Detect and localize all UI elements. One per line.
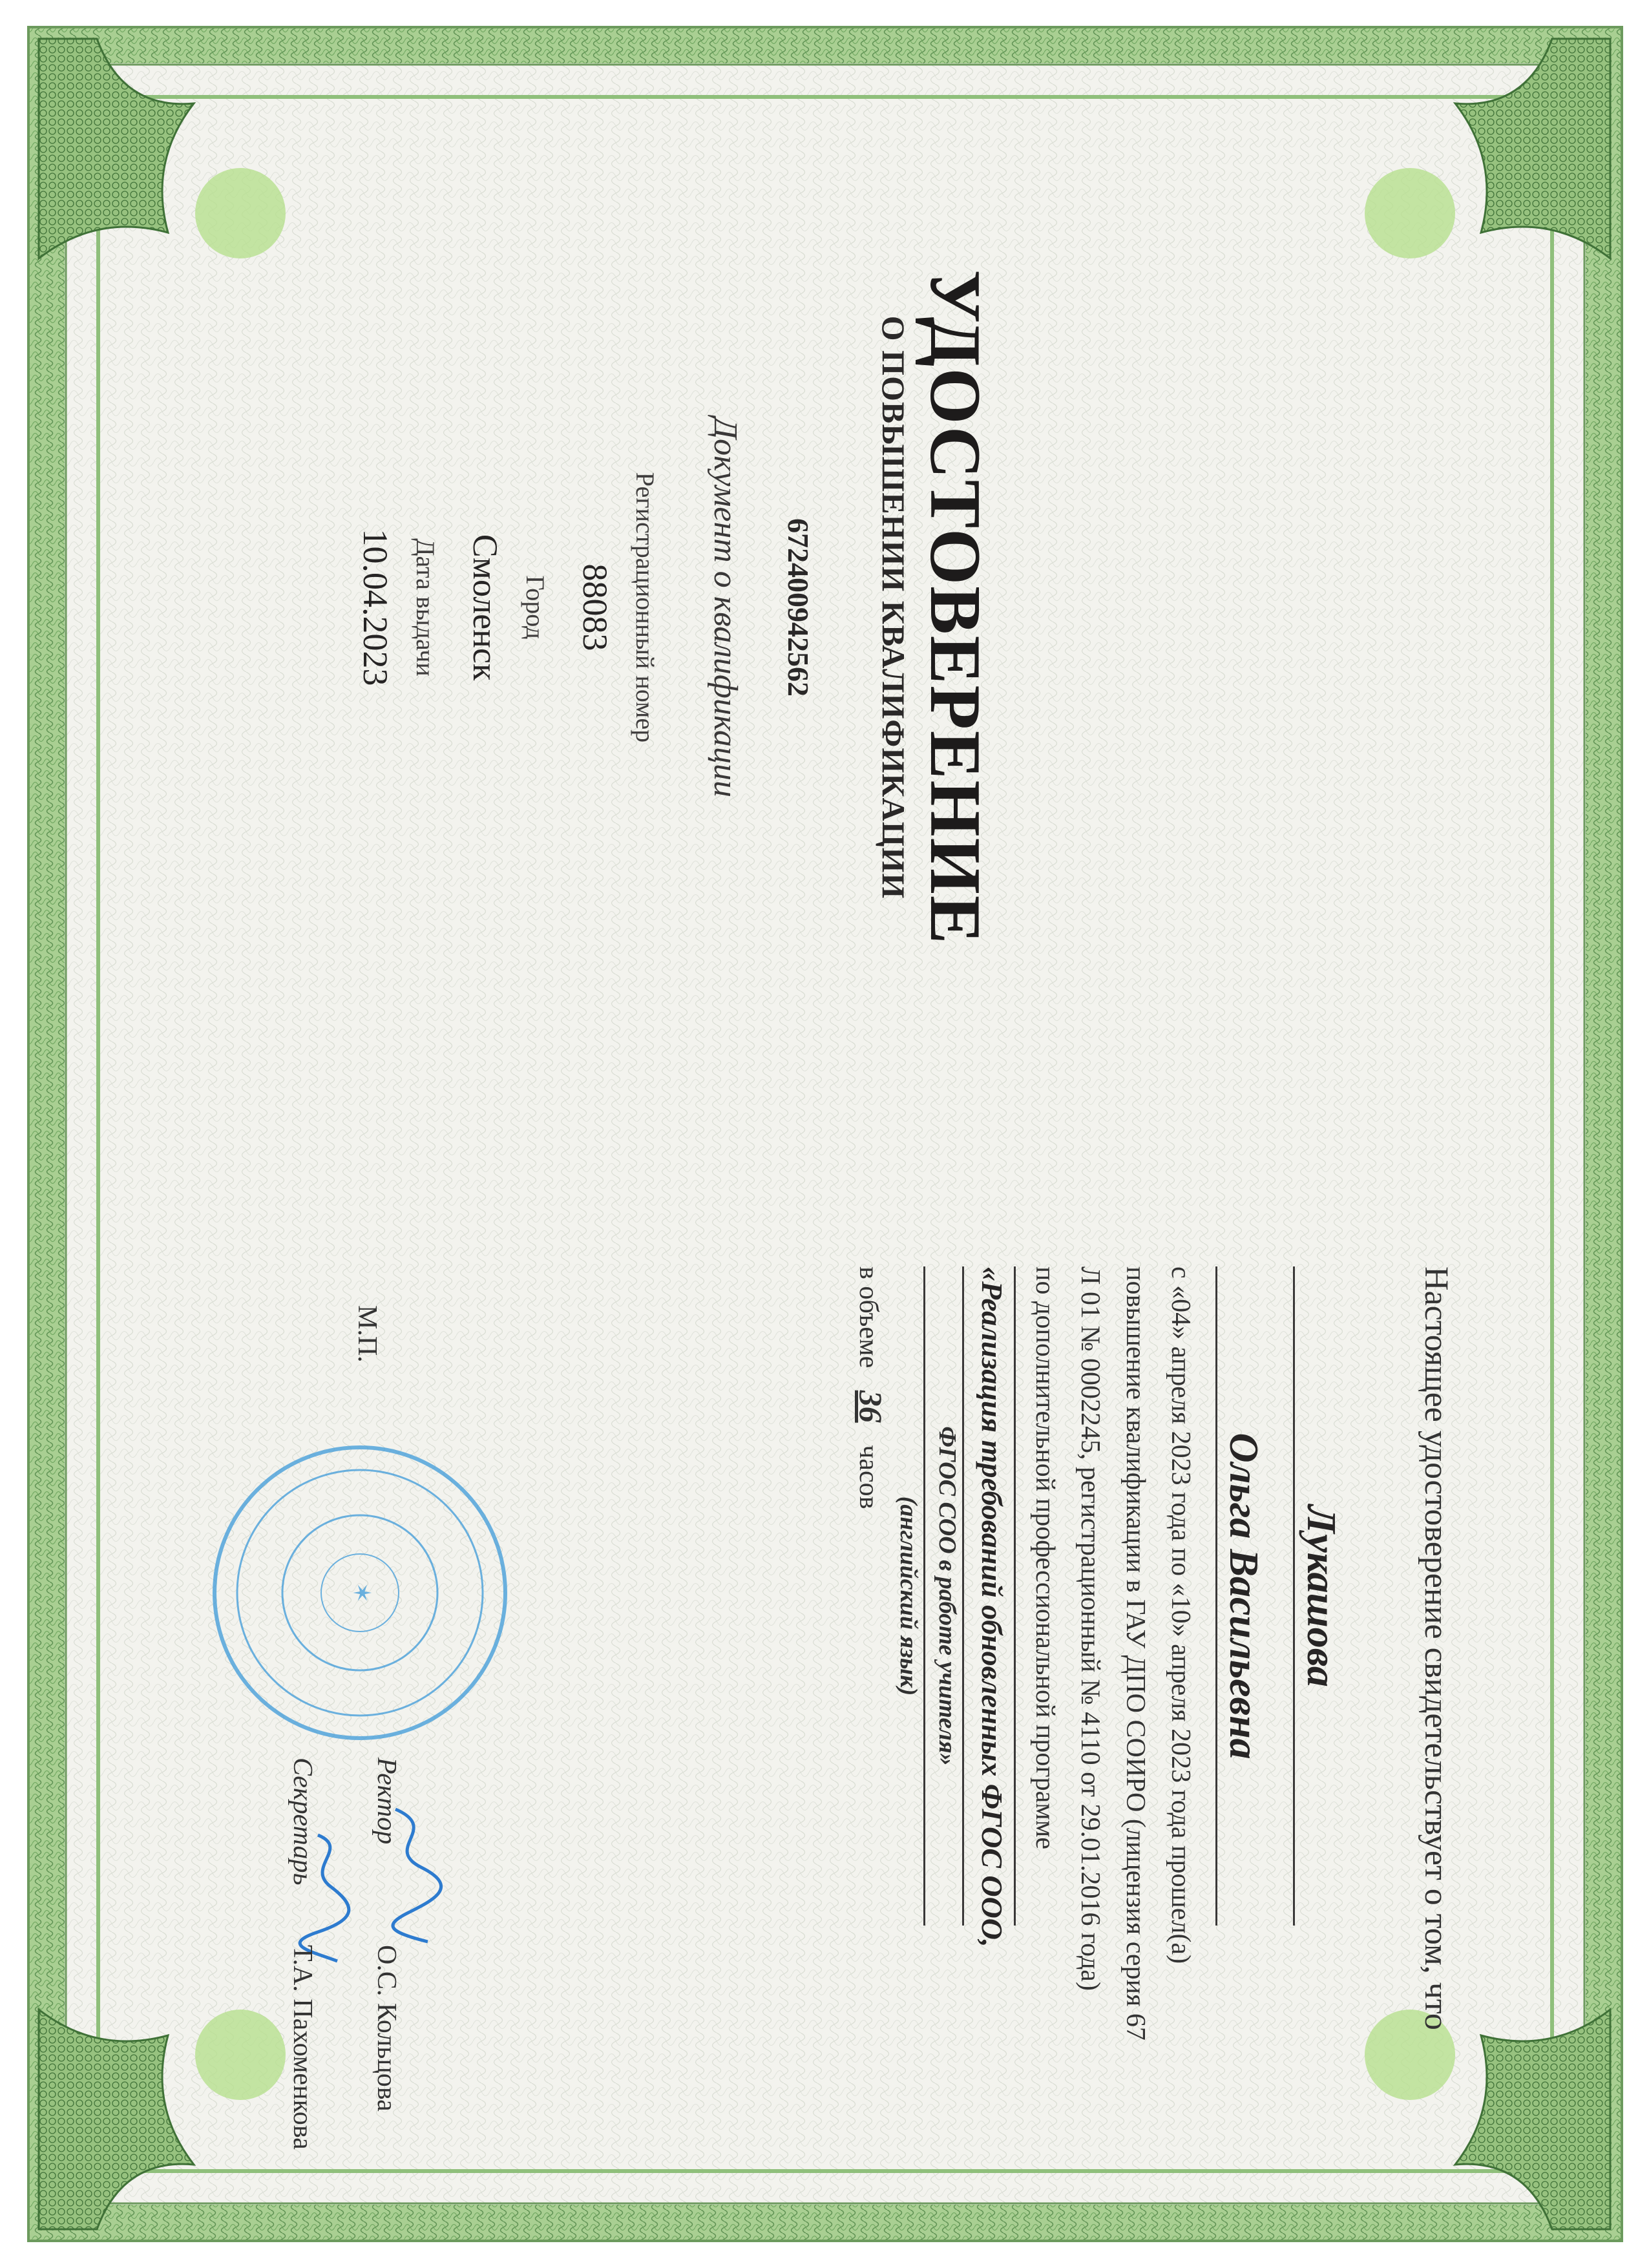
period-line-1: с «04» апреля 2023 года по «10» апреля 2023 года прошел(а) — [1166, 1266, 1195, 1964]
secretary-signature — [292, 1829, 363, 1964]
program-title-line-1: «Реализация требований обновленных ФГОС ООО, — [976, 1266, 1009, 1948]
certificate-title: УДОСТОВЕРЕНИЕ — [915, 269, 995, 945]
certificate-number: 672400942562 — [782, 518, 815, 697]
date-value: 10.04.2023 — [356, 529, 395, 686]
certificate-subtitle: О ПОВЫШЕНИИ КВАЛИФИКАЦИИ — [876, 315, 912, 899]
secretary-label: Секретарь — [288, 1758, 317, 1885]
volume-prefix: в объеме — [854, 1266, 883, 1369]
program-title-line-3: (английский язык) — [895, 1496, 922, 1696]
volume-line — [852, 1266, 890, 1509]
seal-place-label: М.П. — [352, 1305, 382, 1363]
reg-number-label: Регистрационный номер — [631, 472, 660, 743]
date-label: Дата выдачи — [411, 538, 440, 677]
given-names-underline — [1215, 1266, 1217, 1926]
recipient-given-names: Ольга Васильевна — [1221, 1433, 1267, 1759]
city-value: Смоленск — [466, 534, 505, 681]
period-line-3: Л 01 № 0002245, регистрационный № 4110 от 29.01.2016 года) — [1075, 1266, 1105, 1991]
surname-underline — [1293, 1266, 1295, 1926]
period-line-2: повышение квалификации в ГАУ ДПО СОИРО (лицензия серия 67 — [1120, 1266, 1150, 2041]
program-title-line-2: ФГОС СОО в работе учителя» — [934, 1426, 961, 1766]
reg-number-value: 88083 — [576, 563, 614, 651]
rector-signature — [376, 1803, 447, 1945]
recipient-surname: Лукашова — [1299, 1505, 1345, 1687]
program-line-1-underline — [962, 1266, 964, 1926]
document-type: Документ о квалификации — [707, 417, 744, 797]
rector-label: Ректор — [372, 1758, 401, 1845]
program-top-line — [1014, 1266, 1016, 1926]
volume-hours: 36 — [853, 1390, 889, 1423]
intro-text: Настоящее удостоверение свидетельствует о том, что — [1418, 1266, 1455, 2030]
secretary-name: Т.А. Пахоменкова — [288, 1945, 317, 2150]
city-label: Город — [521, 575, 550, 640]
official-stamp — [208, 1441, 512, 1745]
svg-text:✶: ✶ — [348, 1582, 375, 1603]
rector-name: О.С. Кольцова — [372, 1945, 401, 2112]
period-line-4: по дополнительной профессиональной программе — [1030, 1266, 1060, 1850]
program-line-2-underline — [923, 1266, 925, 1926]
volume-suffix: часов — [854, 1445, 883, 1509]
